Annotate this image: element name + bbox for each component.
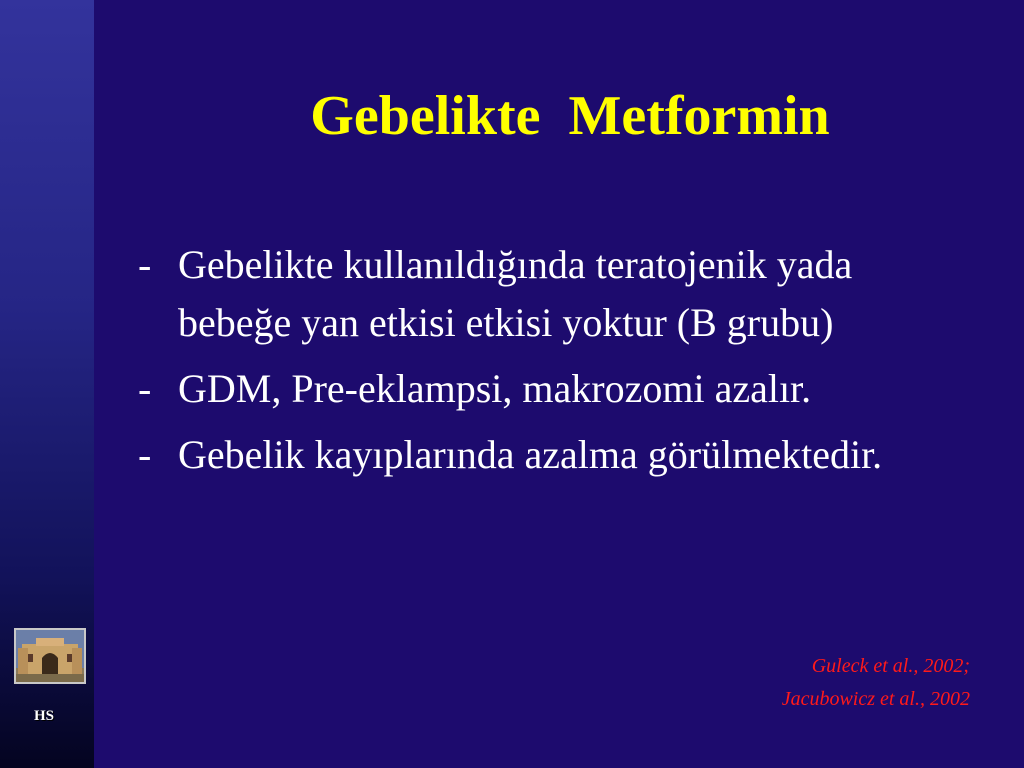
- bullet-text: GDM, Pre-eklampsi, makrozomi azalır.: [178, 366, 812, 411]
- bullet-text: Gebelik kayıplarında azalma görülmektedir.: [178, 432, 883, 477]
- bullet-marker: -: [138, 366, 152, 411]
- slide-title: Gebelikte Metformin: [310, 85, 830, 147]
- bullet-item: [138, 236, 958, 352]
- bullet-item: [138, 360, 958, 418]
- author-initials: HS: [34, 708, 55, 724]
- bullet-marker: -: [138, 432, 152, 477]
- citation-line: Guleck et al., 2002;: [811, 655, 970, 677]
- slide-sidebar: [0, 0, 94, 768]
- bullet-list: [138, 236, 958, 492]
- bullet-text: Gebelikte kullanıldığında teratojenik yada bebeğe yan etkisi etkisi yoktur (B grubu): [178, 242, 853, 345]
- university-gate-icon: [14, 628, 86, 684]
- bullet-marker: -: [138, 242, 152, 287]
- bullet-item: [138, 426, 958, 484]
- citation-line: Jacubowicz et al., 2002: [781, 688, 970, 710]
